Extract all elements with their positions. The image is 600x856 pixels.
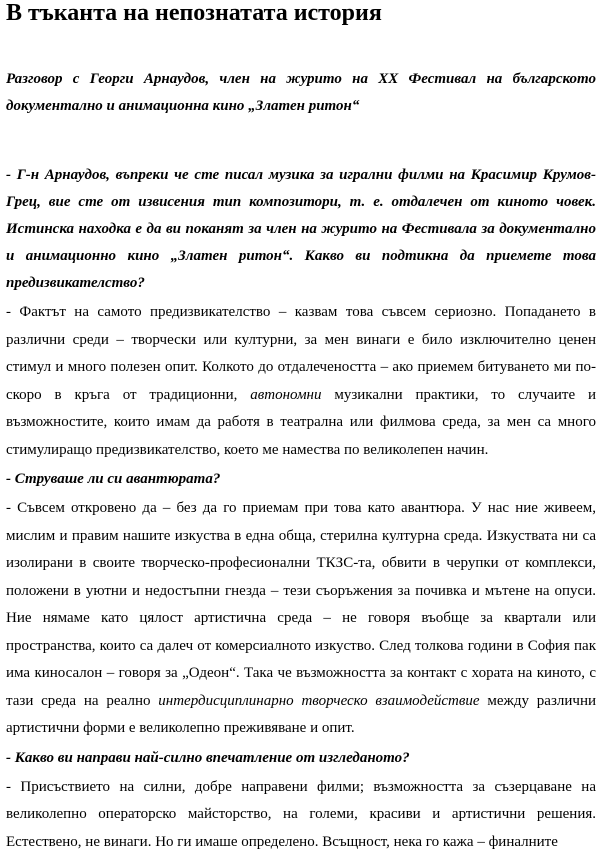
- answer-2-text-b: между различни артистични форми е великолепно преживяване и опит.: [6, 693, 596, 737]
- answer-2-emphasis: интердисциплинарно творческо взаимодействие: [158, 693, 479, 709]
- article-page: [6, 0, 596, 800]
- interview-question-1: - Г-н Арнаудов, въпреки че сте писал музика за игрални филми на Красимир Крумов-Грец, вие сте от извисения тип композитори, т. е. отдалечен от киното човек. Истинска находка е да ви поканят за член на журито на Фестивала за документално и анимационно кино „Златен ритон“. Какво ви подтикна да приемете това предизвикателство?: [6, 162, 596, 297]
- article-subtitle: Разговор с Георги Арнаудов, член на журито на ХХ Фестивал на българското документално и анимационна кино „Златен ритон“: [6, 66, 596, 120]
- interview-question-2: - Струваше ли си авантюрата?: [6, 466, 596, 493]
- article-title: В тъканта на непознатата история: [6, 0, 596, 26]
- interview-answer-1: [6, 299, 596, 464]
- interview-answer-2: [6, 495, 596, 743]
- answer-2-text-a: - Съвсем откровено да – без да го приемам при това като авантюра. У нас ние живеем, мислим и правим нашите изкуства в една обща, стерилна културна среда. Изкуствата ни са изолирани в своите творческо-професионални ТКЗС-та, обвити в черупки от комплекси, положени в уютни и недостъпни гнезда – тези съоръжения за почивка и мътене на опуси. Ние нямаме като цялост артистична среда – не говоря въобще за квартали или пространства, които са далеч от комерсиалното изкуство. След толкова години в София пак има киносалон – говоря за „Одеон“. Така че възможността за контакт с хората на киното, с тази среда на реално: [6, 500, 596, 709]
- answer-1-text-b: музикални практики, то случаите и възможностите, които имам да работя в театрална или филмова среда, за мен са много стимулиращо предизвикателство, което ме намества по великолепен начин.: [6, 387, 596, 458]
- answer-1-text-a: - Фактът на самото предизвикателство – казвам това съвсем сериозно. Попадането в различни среди – творчески или културни, за мен винаги е било изключително ценен стимул и много полезен опит. Колкото до отдалечеността – ако приемем битуването ми по-скоро в кръга от традиционни,: [6, 304, 596, 403]
- answer-1-emphasis: автономни: [250, 387, 321, 403]
- interview-question-3: - Какво ви направи най-силно впечатление от изгледаното?: [6, 745, 596, 772]
- interview-answer-3: - Присъствието на силни, добре направени филми; възможността за съзерцаване на великолепно операторско майсторство, на големи, красиви и артистични решения. Естествено, не винаги. Но ги имаше определено. Всъщност, нека го кажа – финалните: [6, 774, 596, 856]
